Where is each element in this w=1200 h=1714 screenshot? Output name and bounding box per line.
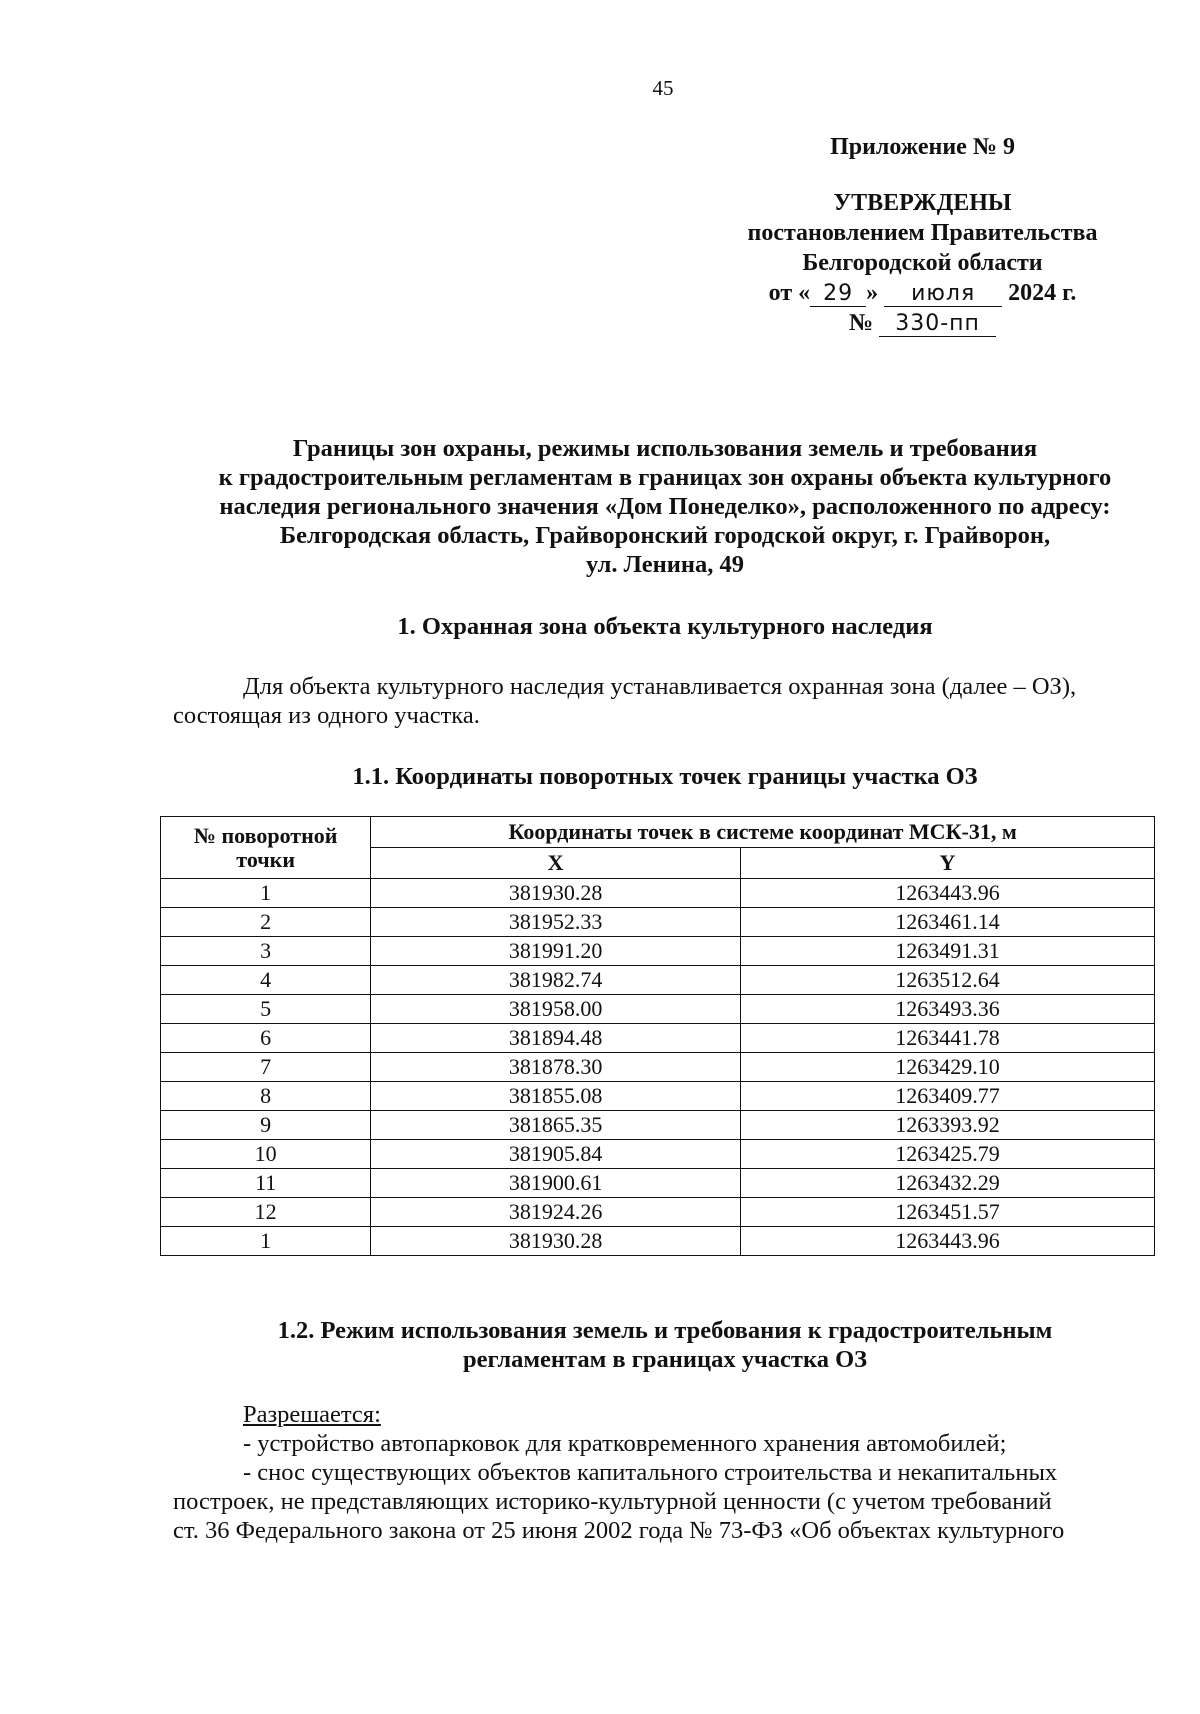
cell-y: 1263441.78 bbox=[740, 1024, 1154, 1053]
table-row bbox=[161, 1198, 1155, 1227]
cell-point: 1 bbox=[161, 879, 371, 908]
cell-point: 3 bbox=[161, 937, 371, 966]
list-item-continuation: ст. 36 Федерального закона от 25 июня 2002 года № 73-ФЗ «Об объектах культурного bbox=[173, 1517, 1065, 1544]
table-row bbox=[161, 1169, 1155, 1198]
number-value: 330-пп bbox=[879, 312, 996, 337]
approval-number bbox=[720, 308, 1125, 338]
cell-point: 6 bbox=[161, 1024, 371, 1053]
table-row bbox=[161, 1082, 1155, 1111]
cell-y: 1263512.64 bbox=[740, 966, 1154, 995]
cell-y: 1263461.14 bbox=[740, 908, 1154, 937]
cell-x: 381905.84 bbox=[371, 1140, 741, 1169]
cell-x: 381982.74 bbox=[371, 966, 741, 995]
cell-point: 10 bbox=[161, 1140, 371, 1169]
cell-point: 1 bbox=[161, 1227, 371, 1256]
header-coordinates: Координаты точек в системе координат МСК-31, м bbox=[371, 817, 1155, 848]
date-prefix: от « bbox=[768, 280, 811, 306]
header-point-number bbox=[161, 817, 371, 879]
header-point-line: точки bbox=[236, 846, 296, 872]
table-row bbox=[161, 908, 1155, 937]
approval-date bbox=[720, 278, 1125, 308]
cell-y: 1263491.31 bbox=[740, 937, 1154, 966]
table-row bbox=[161, 879, 1155, 908]
approved-by-line1: постановлением Правительства bbox=[747, 220, 1098, 246]
approved-by-line2: Белгородской области bbox=[802, 250, 1043, 276]
section-1-2-body bbox=[173, 1400, 1148, 1545]
list-item: - устройство автопарковок для кратковременного хранения автомобилей; bbox=[243, 1430, 1007, 1457]
cell-x: 381952.33 bbox=[371, 908, 741, 937]
table-row bbox=[161, 1111, 1155, 1140]
allowed-label bbox=[173, 1400, 1148, 1429]
cell-point: 9 bbox=[161, 1111, 371, 1140]
allowed-label-text: Разрешается: bbox=[243, 1401, 381, 1428]
section-1-paragraph bbox=[173, 672, 1148, 730]
table-row bbox=[161, 995, 1155, 1024]
cell-point: 12 bbox=[161, 1198, 371, 1227]
header-y: Y bbox=[740, 848, 1154, 879]
cell-x: 381855.08 bbox=[371, 1082, 741, 1111]
section-heading-line: регламентам в границах участка ОЗ bbox=[462, 1346, 868, 1373]
date-day: 29 bbox=[810, 282, 866, 307]
document-title bbox=[170, 434, 1160, 579]
title-line: наследия регионального значения «Дом Понеделко», расположенного по адресу: bbox=[219, 493, 1111, 520]
section-1-1-heading: 1.1. Координаты поворотных точек границы участка ОЗ bbox=[352, 763, 978, 790]
cell-y: 1263409.77 bbox=[740, 1082, 1154, 1111]
cell-y: 1263443.96 bbox=[740, 1227, 1154, 1256]
cell-point: 5 bbox=[161, 995, 371, 1024]
cell-y: 1263393.92 bbox=[740, 1111, 1154, 1140]
approved-heading: УТВЕРЖДЕНЫ bbox=[833, 190, 1012, 216]
cell-point: 8 bbox=[161, 1082, 371, 1111]
cell-x: 381900.61 bbox=[371, 1169, 741, 1198]
table-row bbox=[161, 1140, 1155, 1169]
appendix-label: Приложение № 9 bbox=[830, 134, 1015, 160]
title-line: Границы зон охраны, режимы использования земель и требования bbox=[292, 435, 1038, 462]
date-mid: » bbox=[866, 280, 879, 306]
cell-x: 381894.48 bbox=[371, 1024, 741, 1053]
date-month: июля bbox=[884, 282, 1002, 307]
cell-x: 381958.00 bbox=[371, 995, 741, 1024]
cell-x: 381865.35 bbox=[371, 1111, 741, 1140]
table-row bbox=[161, 1053, 1155, 1082]
coordinates-table-body bbox=[161, 879, 1155, 1256]
page-number: 45 bbox=[652, 76, 674, 100]
list-item-continuation: построек, не представляющих историко-культурной ценности (с учетом требований bbox=[173, 1488, 1052, 1515]
coordinates-table bbox=[160, 816, 1155, 1256]
cell-point: 2 bbox=[161, 908, 371, 937]
table-row bbox=[161, 1024, 1155, 1053]
table-row bbox=[161, 937, 1155, 966]
date-year: 2024 г. bbox=[1008, 280, 1077, 306]
list-item: - снос существующих объектов капитального строительства и некапитальных bbox=[243, 1459, 1058, 1486]
cell-point: 11 bbox=[161, 1169, 371, 1198]
table-row bbox=[161, 966, 1155, 995]
section-1-heading: 1. Охранная зона объекта культурного наследия bbox=[397, 613, 933, 640]
header-point-line: № поворотной bbox=[193, 822, 338, 848]
cell-x: 381991.20 bbox=[371, 937, 741, 966]
title-line: к градостроительным регламентам в границах зон охраны объекта культурного bbox=[218, 464, 1112, 491]
section-1-2-heading bbox=[170, 1316, 1160, 1374]
cell-y: 1263425.79 bbox=[740, 1140, 1154, 1169]
header-x: X bbox=[371, 848, 741, 879]
cell-y: 1263432.29 bbox=[740, 1169, 1154, 1198]
cell-point: 7 bbox=[161, 1053, 371, 1082]
title-line: Белгородская область, Грайворонский городской округ, г. Грайворон, bbox=[279, 522, 1051, 549]
paragraph-line: Для объекта культурного наследия устанавливается охранная зона (далее – ОЗ), bbox=[243, 673, 1077, 700]
cell-x: 381930.28 bbox=[371, 879, 741, 908]
cell-y: 1263493.36 bbox=[740, 995, 1154, 1024]
cell-y: 1263429.10 bbox=[740, 1053, 1154, 1082]
table-row bbox=[161, 1227, 1155, 1256]
cell-y: 1263443.96 bbox=[740, 879, 1154, 908]
paragraph-line: состоящая из одного участка. bbox=[173, 702, 480, 729]
approval-block bbox=[720, 132, 1125, 338]
cell-x: 381924.26 bbox=[371, 1198, 741, 1227]
cell-x: 381878.30 bbox=[371, 1053, 741, 1082]
cell-y: 1263451.57 bbox=[740, 1198, 1154, 1227]
number-prefix: № bbox=[848, 310, 874, 336]
cell-point: 4 bbox=[161, 966, 371, 995]
section-heading-line: 1.2. Режим использования земель и требования к градостроительным bbox=[277, 1317, 1053, 1344]
cell-x: 381930.28 bbox=[371, 1227, 741, 1256]
title-line: ул. Ленина, 49 bbox=[586, 551, 744, 578]
